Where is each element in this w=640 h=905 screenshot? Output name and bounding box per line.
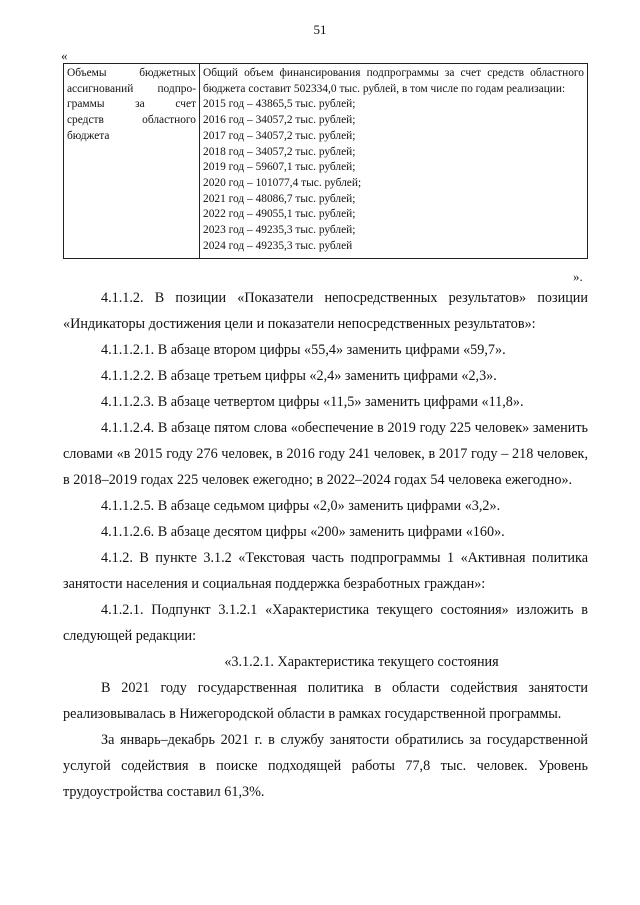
table-row (64, 64, 588, 259)
year-funding-line: 2022 год – 49055,1 тыс. рублей; (203, 208, 356, 221)
paragraph: В 2021 году государственная политика в области содействия занятости реализовывалась в Нижегородской области в рамках государственной программы. (63, 680, 588, 722)
opening-quote-mark: « (61, 48, 68, 63)
paragraph: За январь–декабрь 2021 г. в службу занятости обратились за государственной услугой содействия в поиске подходящей работы 77,8 тыс. человек. Уровень трудоустройства составил 61,3%. (63, 732, 588, 800)
paragraph: 4.1.1.2.5. В абзаце седьмом цифры «2,0» заменить цифрами «3,2». (101, 498, 501, 514)
paragraph: 4.1.1.2. В позиции «Показатели непосредственных результатов» позиции «Индикаторы достижения цели и показатели непосредственных результатов»: (63, 290, 588, 332)
funding-table (63, 63, 588, 259)
paragraph: 4.1.1.2.2. В абзаце третьем цифры «2,4» заменить цифрами «2,3». (101, 368, 497, 384)
label-line: бюджета (67, 129, 110, 142)
year-funding-line: 2015 год – 43865,5 тыс. рублей; (203, 98, 356, 111)
year-funding-line: 2017 год – 34057,2 тыс. рублей; (203, 129, 356, 142)
year-funding-line: 2016 год – 34057,2 тыс. рублей; (203, 114, 356, 127)
year-funding-line: 2023 год – 49235,3 тыс. рублей; (203, 224, 356, 237)
paragraph: 4.1.1.2.3. В абзаце четвертом цифры «11,5» заменить цифрами «11,8». (101, 394, 524, 410)
paragraph: 4.1.1.2.6. В абзаце десятом цифры «200» заменить цифрами «160». (101, 524, 505, 540)
year-funding-line: 2024 год – 49235,3 тыс. рублей (203, 239, 353, 252)
funding-value-cell (200, 64, 588, 259)
label-line: Объемы бюджетных (67, 67, 196, 79)
body-text (63, 285, 588, 805)
funding-label-cell (64, 64, 200, 259)
year-funding-line: 2020 год – 101077,4 тыс. рублей; (203, 176, 362, 189)
paragraph: 4.1.1.2.1. В абзаце втором цифры «55,4» заменить цифрами «59,7». (101, 342, 506, 358)
closing-quote-mark: ». (573, 269, 583, 284)
label-line: ассигнований подпро- (67, 82, 196, 95)
label-line: граммы за счет (67, 98, 196, 111)
paragraph: 4.1.2.1. Подпункт 3.1.2.1 «Характеристика текущего состояния» изложить в следующей редакции: (63, 602, 588, 644)
year-funding-line: 2021 год – 48086,7 тыс. рублей; (203, 192, 356, 205)
year-funding-line: 2019 год – 59607,1 тыс. рублей; (203, 161, 356, 174)
page-number: 51 (313, 22, 327, 37)
paragraph: 4.1.2. В пункте 3.1.2 «Текстовая часть подпрограммы 1 «Активная политика занятости населения и социальная поддержка безработных граждан»: (63, 550, 588, 592)
paragraph: 4.1.1.2.4. В абзаце пятом слова «обеспечение в 2019 году 225 человек» заменить словами «в 2015 году 276 человек, в 2016 году 241 человек, в 2017 году – 218 человек, в 2018–2019 годах 225 человек ежегодно; в 2022–2024 годах 54 человека ежегодно». (63, 420, 588, 488)
section-heading: «3.1.2.1. Характеристика текущего состояния (224, 654, 499, 670)
year-funding-line: 2018 год – 34057,2 тыс. рублей; (203, 145, 356, 158)
funding-intro: Общий объем финансирования подпрограммы за счет средств областного бюджета составит 502334,0 тыс. рублей, в том числе по годам реализации: (203, 67, 584, 95)
label-line: средств областного (67, 114, 196, 127)
